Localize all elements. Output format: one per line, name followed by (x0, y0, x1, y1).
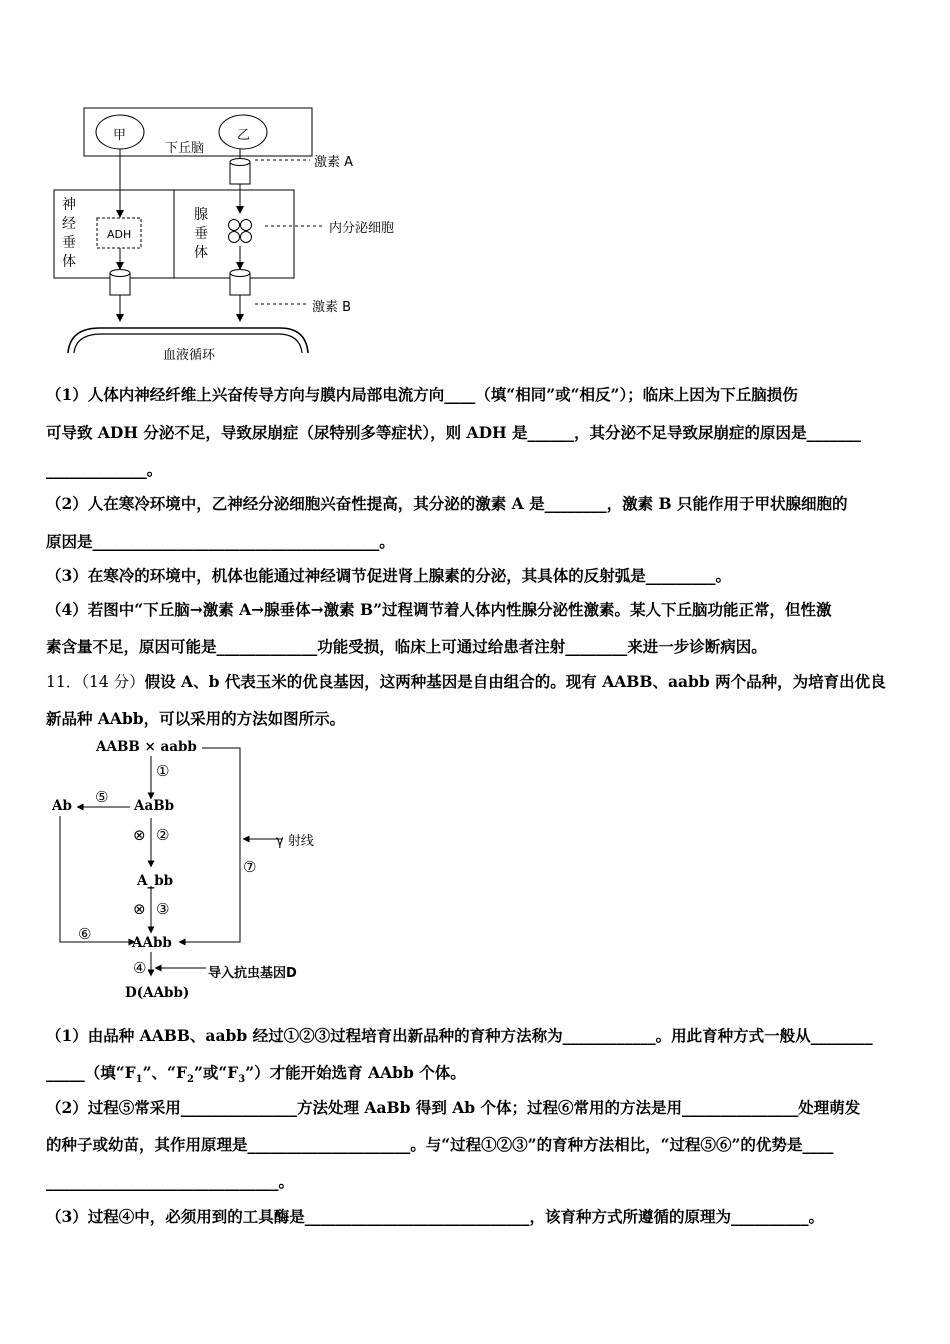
blood-circulation-label: 血液循环 (163, 348, 216, 363)
gamma-ray-label: γ 射线 (276, 834, 314, 849)
q10-part1-line1: （1）人体内神经纤维上兴奋传导方向与膜内局部电流方向____（填“相同”或“相反”）；临床上因为下丘脑损伤 (46, 385, 798, 404)
step-2: ② (156, 826, 170, 844)
haploid-ab: Ab (52, 798, 72, 814)
selfing-symbol-2: ⊗ (133, 900, 146, 918)
target-aabb: AAbb (132, 935, 172, 951)
q11-stem-line1 (46, 671, 908, 693)
adh-vessel (110, 270, 130, 296)
yi-label: 乙 (237, 128, 251, 143)
text-seg: ”、“F (142, 1063, 187, 1082)
step-7: ⑦ (243, 858, 257, 876)
step-4: ④ (133, 959, 147, 977)
step-5: ⑤ (95, 788, 109, 806)
adh-label: ADH (107, 228, 132, 241)
q10-part4-line2: 素含量不足，原因可能是_____________功能受损，临床上可通过给患者注射________来进一步诊断病因。 (46, 637, 767, 656)
char: 体 (194, 245, 208, 261)
q11-part1-line1: （1）由品种 AABB、aabb 经过①②③过程培育出新品种的育种方法称为____________。用此育种方式一般从________ (46, 1026, 873, 1045)
q10-part2-line2: 原因是_____________________________________。 (46, 532, 395, 551)
subscript: 1 (135, 1074, 143, 1086)
q11-part2-line3: ______________________________。 (46, 1172, 295, 1191)
subscript: 3 (238, 1074, 246, 1086)
q10-part4-line1: （4）若图中“下丘脑→激素 A→腺垂体→激素 B”过程调节着人体内性腺分泌性激素。某人下丘脑功能正常，但性激 (46, 600, 832, 619)
selfing-symbol-1: ⊗ (133, 826, 146, 844)
q11-part2-line2: 的种子或幼苗，其作用原理是_____________________。与“过程①②③”的育种方法相比，“过程⑤⑥”的优势是____ (46, 1135, 834, 1154)
hormone-a-vessel (230, 159, 250, 185)
text-seg: ”或“F (193, 1063, 239, 1082)
q11-stem-text: 假设 A、b 代表玉米的优良基因，这两种基因是自由组合的。现有 AABB、aabb 两个品种，为培育出优良 (144, 672, 886, 691)
insert-gene-label: 导入抗虫基因D (208, 966, 297, 981)
adeno-pituitary-label (193, 206, 209, 263)
step-6: ⑥ (78, 925, 92, 943)
text-seg: ”）才能开始选育 AAbb 个体。 (245, 1063, 466, 1082)
jia-label: 甲 (113, 128, 127, 143)
char: 体 (62, 254, 76, 270)
question-score: （14 分） (81, 673, 145, 691)
q10-part3-line1: （3）在寒冷的环境中，机体也能通过神经调节促进肾上腺素的分泌，其具体的反射弧是_________。 (46, 566, 732, 585)
char: 腺 (194, 207, 208, 223)
endocrine-cell-label: 内分泌细胞 (329, 221, 395, 236)
step-1: ① (156, 762, 170, 780)
hypothalamus-label: 下丘脑 (165, 141, 205, 156)
q11-part1-line2 (46, 1062, 908, 1091)
neuro-pituitary-label (61, 196, 77, 272)
hormone-b-label: 激素 B (312, 300, 352, 315)
q10-part1-line3: _____________。 (46, 460, 163, 479)
q11-part3-line1: （3）过程④中，必须用到的工具酶是_____________________________，该育种方式所遵循的原理为__________。 (46, 1207, 825, 1226)
char: 神 (62, 197, 76, 213)
text-seg: _____（填“F (46, 1063, 136, 1082)
q10-part1-line2: 可导致 ADH 分泌不足，导致尿崩症（尿特别多等症状），则 ADH 是______，其分泌不足导致尿崩症的原因是_______ (46, 423, 861, 442)
f1-aabb: AaBb (134, 798, 175, 814)
f2-a-bb: A_bb (137, 873, 174, 889)
char: 垂 (62, 235, 76, 251)
endocrine-cells (229, 220, 252, 243)
hormone-b-vessel (230, 270, 250, 296)
product-d: D(AAbb) (125, 985, 190, 1001)
q11-part2-line1: （2）过程⑤常采用_______________方法处理 AaBb 得到 Ab 个体；过程⑥常用的方法是用_______________处理萌发 (46, 1098, 861, 1117)
parental-cross: AABB × aabb (96, 739, 197, 755)
hormone-a-label: 激素 A (314, 155, 354, 170)
char: 垂 (194, 226, 208, 242)
q11-stem-line2: 新品种 AAbb，可以采用的方法如图所示。 (46, 709, 346, 728)
char: 经 (62, 216, 76, 232)
step-3: ③ (156, 900, 170, 918)
subscript: 2 (186, 1074, 194, 1086)
question-number: 11． (46, 673, 82, 691)
q10-part2-line1: （2）人在寒冷环境中，乙神经分泌细胞兴奋性提高，其分泌的激素 A 是________，激素 B 只能作用于甲状腺细胞的 (46, 494, 848, 513)
